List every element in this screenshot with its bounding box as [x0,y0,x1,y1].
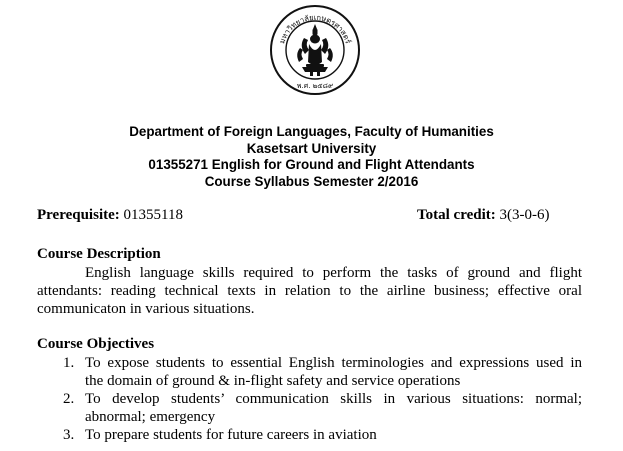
prerequisite [37,207,183,224]
prerequisite-row [37,207,584,227]
description-line: attendants: reading technical texts in relation to the airline business; effective oral [37,283,582,299]
objective-number: 2. [63,391,75,407]
university-seal-icon [269,4,361,96]
objective-line: To expose students to essential English terminologies and expressions used in [85,355,582,371]
prerequisite-label: Prerequisite: [37,207,120,223]
university-seal [269,4,361,96]
document-header [0,124,623,190]
seal-year: พ.ศ. ๒๕๘๙ [296,82,334,90]
objective-line: abnormal; emergency [85,409,216,425]
course-description-title: Course Description [37,246,161,262]
prerequisite-value: 01355118 [123,207,183,223]
course-objectives-title: Course Objectives [37,336,155,352]
description-line: English language skills required to perform the tasks of ground and flight [85,265,582,281]
course-description-body [37,264,582,318]
total-credit-label: Total credit: [417,207,496,223]
objective-line: To develop students’ communication skills in various situations: normal; [85,391,582,407]
course-title: 01355271 English for Ground and Flight Attendants [148,157,475,173]
seal-text: มหาวิทยาลัยเกษตรศาสตร์ [277,12,353,45]
syllabus-title: Course Syllabus Semester 2/2016 [204,173,419,189]
total-credit [417,207,549,224]
objective-number: 3. [63,427,75,443]
description-line: communicaton in various situations. [37,301,255,317]
objective-line: the domain of ground & in-flight safety and service operations [85,373,461,389]
objective-line: To prepare students for future careers in aviation [85,427,377,443]
objective-number: 1. [63,355,75,371]
university-name: Kasetsart University [246,140,377,156]
total-credit-value: 3(3-0-6) [499,207,550,223]
department-title: Department of Foreign Languages, Faculty of Humanities [129,124,494,139]
